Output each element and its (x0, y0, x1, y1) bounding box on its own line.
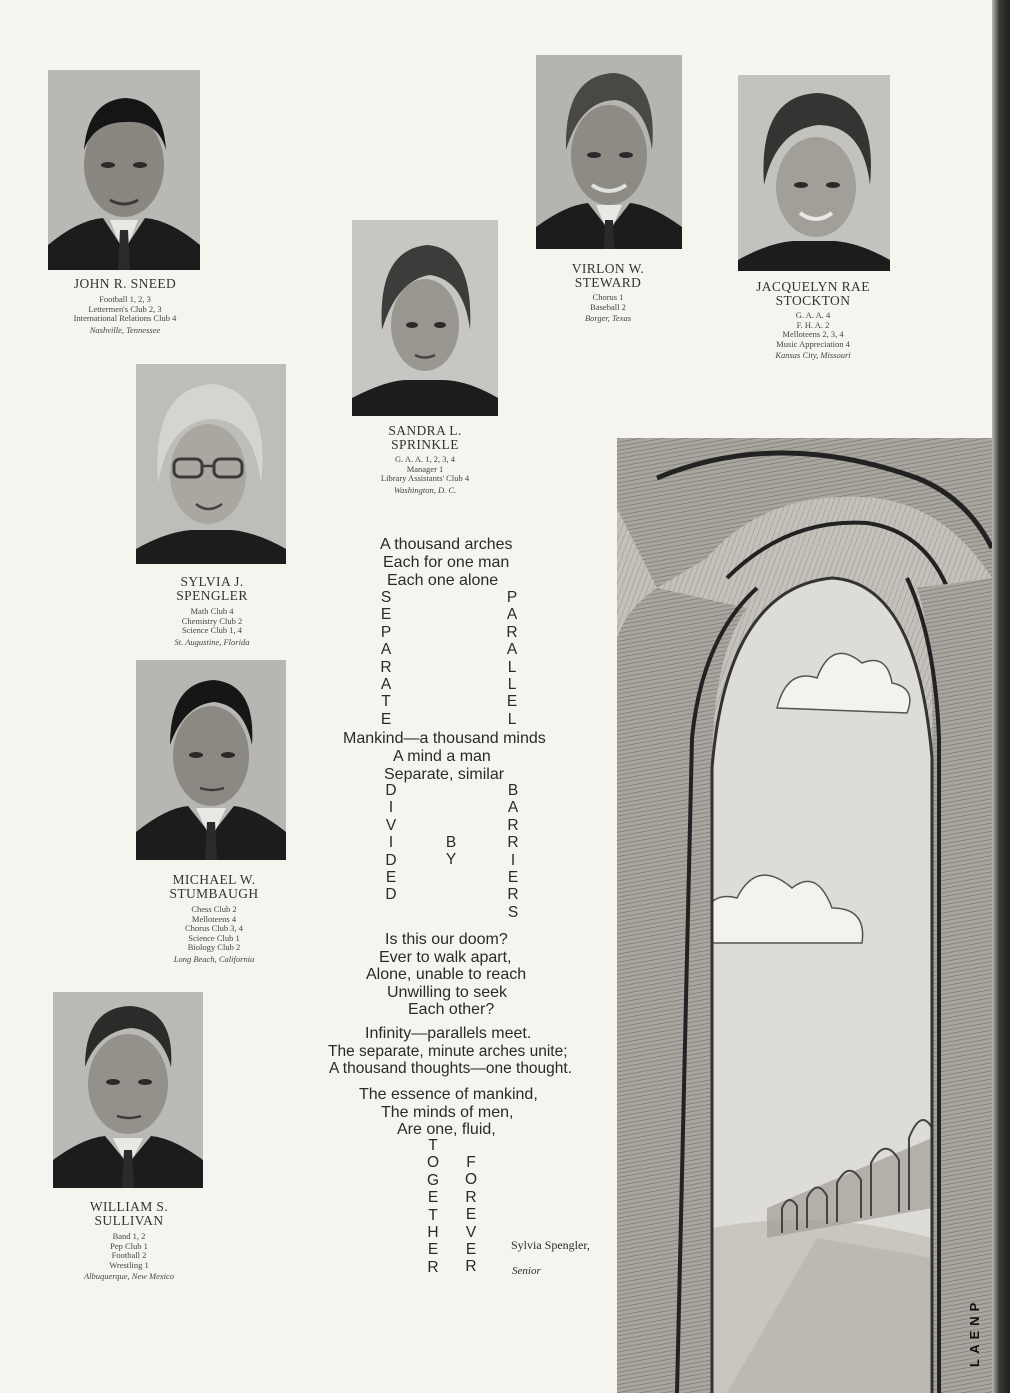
activity: Baseball 2 (590, 301, 626, 312)
poem-line: A mind a man (393, 748, 491, 765)
poem-line: The separate, minute arches unite; (328, 1043, 568, 1060)
student-name: MICHAEL W. (172, 872, 256, 887)
artist-signature: P N E A L (967, 1302, 982, 1367)
poem-line: Each for one man (383, 554, 510, 571)
activity: Football 1, 2, 3 (99, 294, 151, 305)
hometown: Borger, Texas (584, 313, 632, 324)
hometown: Long Beach, California (173, 953, 255, 964)
poem-line: Is this our doom? (385, 931, 508, 948)
student-name: STEWARD (574, 275, 642, 291)
activity: Chorus 1 (592, 292, 624, 303)
poem-line: Alone, unable to reach (366, 966, 527, 983)
arch-illustration (617, 438, 992, 1393)
portrait-virlon-steward (536, 55, 682, 249)
caption-virlon-steward (508, 262, 708, 323)
activity: F. H. A. 2 (796, 319, 830, 330)
activity: Biology Club 2 (187, 942, 241, 953)
activity: Library Assistants' Club 4 (380, 473, 470, 484)
vertical-word-separate: S E P A R A T E (380, 589, 392, 728)
caption-john-sneed (25, 277, 225, 334)
poem-line: The minds of men, (381, 1104, 514, 1121)
poem-line: Separate, similar (384, 766, 505, 783)
portrait-michael-stumbaugh (136, 660, 286, 860)
vertical-word-barriers: B A R R I E R S (507, 782, 519, 921)
vertical-word-divided: D I V I D E D (385, 782, 397, 904)
poem-line: Mankind—a thousand minds (343, 730, 546, 747)
student-name: STUMBAUGH (169, 886, 259, 902)
vertical-word-by: B Y (445, 834, 457, 869)
vertical-word-together: T O G E T H E R (426, 1137, 440, 1276)
student-name: SANDRA L. (388, 423, 462, 438)
poem-line: Are one, fluid, (397, 1121, 496, 1138)
portrait-john-sneed (48, 70, 200, 270)
activity: Chess Club 2 (191, 904, 237, 915)
vertical-word-forever: F O R E V E R (464, 1154, 478, 1276)
student-name: SYLVIA J. (180, 574, 244, 589)
hometown: Washington, D. C. (393, 484, 457, 495)
student-name: STOCKTON (775, 293, 851, 309)
activity: G. A. A. 1, 2, 3, 4 (395, 454, 455, 465)
student-name: WILLIAM S. (89, 1199, 169, 1214)
caption-william-sullivan (29, 1200, 229, 1281)
hometown: Nashville, Tennessee (89, 324, 161, 335)
poem-line: A thousand arches (380, 536, 513, 553)
poem-line: Infinity—parallels meet. (365, 1025, 532, 1042)
portrait-sylvia-spengler (136, 364, 286, 564)
activity: Science Club 1, 4 (182, 625, 242, 636)
activity: Lettermen's Club 2, 3 (88, 303, 162, 314)
student-name: SULLIVAN (94, 1213, 164, 1229)
portrait-william-sullivan (53, 992, 203, 1188)
activity: Wrestling 1 (109, 1259, 149, 1270)
caption-sandra-sprinkle (325, 424, 525, 494)
vertical-word-parallel: P A R A L L E L (506, 589, 518, 728)
poem-line: The essence of mankind, (359, 1086, 538, 1103)
student-name: SPENGLER (176, 588, 248, 604)
poem-line: Each one alone (387, 572, 499, 589)
activity: Music Appreciation 4 (776, 338, 850, 349)
caption-michael-stumbaugh (114, 873, 314, 963)
poem-line: Each other? (408, 1001, 495, 1018)
activity: Melloteens 2, 3, 4 (782, 329, 844, 340)
student-name: JACQUELYN RAE (756, 279, 870, 294)
activity: Band 1, 2 (112, 1231, 146, 1242)
activity: G. A. A. 4 (795, 310, 831, 321)
activity: Pep Club 1 (110, 1240, 148, 1251)
activity: Manager 1 (406, 463, 444, 474)
student-name: VIRLON W. (571, 261, 645, 276)
student-name: JOHN R. SNEED (73, 276, 177, 291)
activity: Science Club 1 (188, 932, 240, 943)
poem-author-role: Senior (512, 1265, 541, 1277)
portrait-sandra-sprinkle (352, 220, 498, 416)
activity: Melloteens 4 (191, 913, 237, 924)
caption-jacquelyn-stockton (713, 280, 913, 360)
activity: International Relations Club 4 (73, 313, 177, 324)
activity: Football 2 (111, 1250, 147, 1261)
caption-sylvia-spengler (112, 575, 312, 646)
activity: Chemistry Club 2 (181, 615, 243, 626)
hometown: St. Augustine, Florida (174, 636, 250, 647)
hometown: Kansas City, Missouri (775, 350, 851, 361)
poem-line: A thousand thoughts—one thought. (329, 1060, 573, 1077)
page-edge (992, 0, 1010, 1393)
activity: Chorus Club 3, 4 (184, 923, 244, 934)
portrait-jacquelyn-stockton (738, 75, 890, 271)
poem-line: Ever to walk apart, (379, 949, 512, 966)
hometown: Albuquerque, New Mexico (83, 1271, 175, 1282)
activity: Math Club 4 (190, 606, 234, 617)
poem-author: Sylvia Spengler, (511, 1238, 590, 1252)
poem-line: Unwilling to seek (387, 984, 508, 1001)
student-name: SPRINKLE (391, 437, 459, 453)
